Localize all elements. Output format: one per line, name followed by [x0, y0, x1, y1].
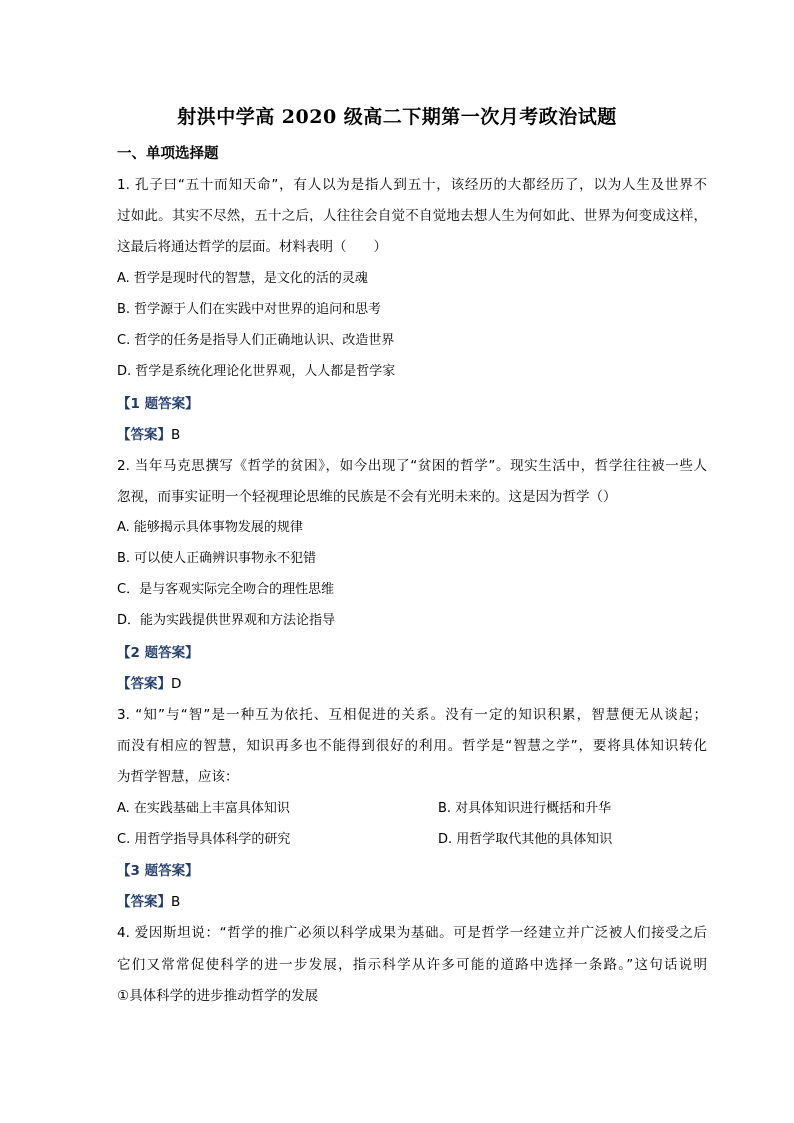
option-a: A. 能够揭示具体事物发展的规律	[117, 520, 303, 535]
answer-tag: 【答案】	[117, 427, 171, 443]
answer-line	[117, 673, 181, 695]
option-d: D. 哲学是系统化理论化世界观，人人都是哲学家	[117, 364, 396, 379]
answer-value: D	[171, 676, 182, 692]
question-stem-line: 3. “知”与“智”是一种互为依托、互相促进的关系。没有一定的知识积累，智慧便无从谈起；	[117, 707, 707, 723]
option-b: B. 对具体知识进行概括和升华	[438, 801, 612, 816]
answer-line	[117, 424, 180, 446]
answer-tag: 【答案】	[117, 894, 171, 910]
section-heading: 一、单项选择题	[117, 146, 219, 162]
answer-line	[117, 891, 180, 913]
option-a: A. 哲学是现时代的智慧，是文化的活的灵魂	[117, 271, 368, 286]
answer-heading: 【1 题答案】	[117, 396, 199, 412]
option-a: A. 在实践基础上丰富具体知识	[117, 801, 290, 816]
answer-value: B	[171, 894, 181, 910]
question-stem-line: 4. 爱因斯坦说：“哲学的推广必须以科学成果为基础。可是哲学一经建立并广泛被人们接受之后	[117, 925, 707, 941]
statement-1: ①具体科学的进步推动哲学的发展	[117, 988, 319, 1004]
option-c: C. 哲学的任务是指导人们正确地认识、改造世界	[117, 333, 395, 348]
option-d: D. 用哲学取代其他的具体知识	[438, 832, 613, 847]
question-stem-line: 它们又常常促使科学的进一步发展，指示科学从许多可能的道路中选择一条路。”这句话说明	[117, 957, 707, 973]
question-stem-line: 而没有相应的智慧，知识再多也不能得到很好的利用。哲学是“智慧之学”，要将具体知识转化	[117, 738, 707, 754]
answer-value: B	[171, 427, 181, 443]
answer-heading: 【3 题答案】	[117, 863, 199, 879]
question-stem-line: 过如此。其实不尽然，五十之后，人往往会自觉不自觉地去想人生为何如此、世界为何变成这样，	[117, 208, 707, 224]
question-stem-line: 为哲学智慧，应该：	[117, 769, 239, 785]
option-b: B. 哲学源于人们在实践中对世界的追问和思考	[117, 302, 382, 317]
page-title: 射洪中学高 2020 级高二下期第一次月考政治试题	[177, 106, 617, 128]
option-d: D．能为实践提供世界观和方法论指导	[117, 613, 336, 628]
option-c: C．是与客观实际完全吻合的理性思维	[117, 582, 335, 597]
question-stem-line: 2. 当年马克思撰写《哲学的贫困》，如今出现了“贫困的哲学”。现实生活中，哲学往往被一些人	[117, 458, 707, 474]
option-c: C. 用哲学指导具体科学的研究	[117, 832, 291, 847]
answer-tag: 【答案】	[117, 676, 171, 692]
answer-heading: 【2 题答案】	[117, 645, 199, 661]
question-stem-line: 这最后将通达哲学的层面。材料表明（ ）	[117, 239, 387, 255]
question-stem-line: 忽视，而事实证明一个轻视理论思维的民族是不会有光明未来的。这是因为哲学（）	[117, 489, 617, 505]
question-stem-line: 1. 孔子曰“五十而知天命”，有人以为是指人到五十，该经历的大都经历了，以为人生及世界不	[117, 177, 707, 193]
option-b: B. 可以使人正确辨识事物永不犯错	[117, 551, 317, 566]
